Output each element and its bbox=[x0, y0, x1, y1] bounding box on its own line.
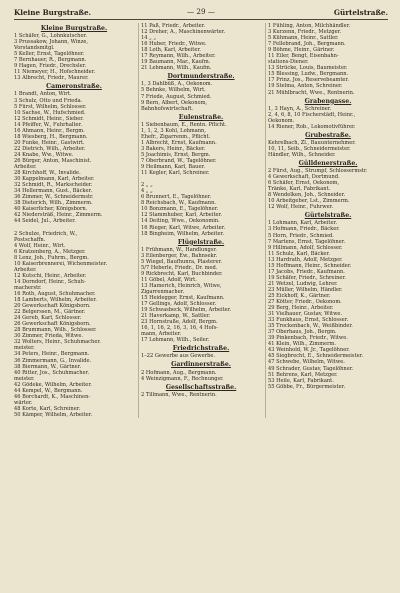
resident-entry: 26 Bürger, Anton, Maschinist. bbox=[14, 157, 92, 164]
resident-entry: 36 Zimmer, W., Schneidermstr. bbox=[14, 194, 94, 201]
resident-entry: Vorstandsmitgl. bbox=[14, 45, 55, 52]
resident-entry: 10, 11, Seib., Schneidermeister. bbox=[268, 145, 351, 152]
resident-entry: 7 Friede, August, Schmied. bbox=[141, 93, 212, 100]
page-header bbox=[14, 6, 388, 20]
resident-entry: 30 Kappelmann, Karl, Arbeiter. bbox=[14, 176, 95, 183]
resident-entry: 1 Schäfer, G., Lohnkutscher. bbox=[14, 33, 87, 40]
resident-entry: 7 Fellebrand, Joh., Bergmann. bbox=[268, 41, 346, 48]
resident-entry: 12 Stammhuber, Karl, Arbeiter. bbox=[141, 212, 223, 219]
resident-entry: 50 Kämper, Wilhelm, Arbeiter. bbox=[14, 411, 93, 418]
resident-entry: 28 Kirchhoff, W., Invalide. bbox=[14, 170, 81, 177]
resident-entry: 8 Lenz, Joh., Fuhrm., Bergm. bbox=[14, 254, 89, 261]
resident-entry: 37 Oberhaus, Joh., Bergm. bbox=[268, 329, 337, 336]
resident-entry: 2 Tillmann, Wwe., Rentnerin. bbox=[141, 391, 217, 398]
resident-entry: 16 Rieger, Karl, Witwe, Arbeiter. bbox=[141, 224, 226, 231]
resident-entry: 23 Hornstraße, Adolf, Bergm. bbox=[141, 319, 218, 326]
resident-entry: Arbeiter. bbox=[14, 266, 37, 273]
resident-entry: 46 Borchardt, K., Maschinen- bbox=[14, 393, 91, 400]
resident-entry: 55 Göbbe, Fr., Bürgermeister. bbox=[268, 383, 346, 390]
resident-entry: 13 Strücke, Louis, Baumeister. bbox=[268, 65, 348, 72]
street-heading: Kleine Burgstraße. bbox=[40, 25, 108, 32]
resident-entry: 5/7 Heberle, Friedr., Dr. med. bbox=[141, 264, 218, 271]
resident-entry: 23 Müller, Wilhelm, Händler. bbox=[268, 286, 343, 293]
resident-entry: 40 Kaiserlicher, Königsborn. bbox=[14, 206, 88, 213]
resident-entry: 14 Riener, Rob., Lokomotivführer. bbox=[268, 123, 356, 130]
resident-entry: 38 Dieterich, Wilh., Zimmerm. bbox=[14, 200, 93, 207]
resident-entry: 6 Kratzenberg, A., Metzger. bbox=[14, 248, 86, 255]
resident-entry: 43 Weinhold, W. Jr., Tagelöhner. bbox=[268, 347, 350, 354]
resident-entry: 12 Kutschi, Heinr., Arbeiter. bbox=[14, 272, 87, 279]
resident-entry: 45 Siegbrecht, E., Schneidermeister. bbox=[268, 353, 364, 360]
resident-entry: 15 Hoffmann, Heinr., Schneider. bbox=[268, 262, 352, 269]
street-heading: Flügelstraße. bbox=[177, 238, 225, 246]
resident-entry: 15 Heidegger, Ernst, Kaufmann. bbox=[141, 295, 225, 302]
resident-entry: 4 Weinzigmann, F., Rechnungsr. bbox=[141, 375, 224, 382]
resident-entry: 27 Kötter, Friedr., Oekonom. bbox=[268, 299, 342, 306]
resident-entry: 3 Bakers, Heinr., Bäcker. bbox=[141, 145, 206, 152]
resident-entry: Ehefr., Zigarrenm., Pflicht. bbox=[141, 133, 211, 140]
resident-entry: 21 Haverkamp, W., Sattler. bbox=[141, 313, 211, 320]
resident-entry: 34 Peters, Heinr., Bergmann. bbox=[14, 351, 90, 358]
resident-entry: 48 Korte, Karl, Schreiner. bbox=[14, 405, 81, 412]
resident-entry: 11 Eiler, Bengt, Eisenbahn- bbox=[268, 53, 339, 60]
resident-entry: 1, 3 Dahlbüß, A., Oekonom. bbox=[141, 81, 213, 88]
resident-entry: 47 Schwebe, Wilhelm, Witwe. bbox=[268, 359, 345, 366]
resident-entry: Arbeiter. bbox=[14, 164, 37, 171]
resident-entry: 31 Vielhauer, Gustav, Witwe. bbox=[268, 311, 343, 318]
resident-entry: 3 Kurzenn, Friedr., Metzger. bbox=[268, 29, 342, 36]
resident-entry: 1 Siebenbaum, E., Rentn. Pflicht. bbox=[141, 121, 227, 128]
resident-entry: 9 Bern, Albert, Oekonom, bbox=[141, 99, 208, 106]
resident-entry: 18 Bingheim, Wilhelm, Arbeiter. bbox=[141, 230, 224, 237]
resident-entry: Bahnhofswirtschaft. bbox=[141, 105, 193, 112]
resident-entry: 10 Arbeitgeber, Lst., Zimmerm. bbox=[268, 198, 350, 205]
resident-entry: 9 Böhme, Heinr., Gärtner. bbox=[268, 47, 335, 54]
resident-entry: 16 Roth, August, Schuhmacher. bbox=[14, 291, 96, 298]
street-heading: Grubestraße. bbox=[305, 131, 351, 139]
resident-entry: 11 Niemeyer, H., Hofschneider. bbox=[14, 69, 96, 76]
resident-entry: 16 Huber, Friedr., Witwe. bbox=[141, 41, 207, 48]
resident-entry: 33 Funkhaus, Ernst, Schlosser. bbox=[268, 317, 349, 324]
resident-entry: 20 Funke, Heinr., Gastwirt. bbox=[14, 139, 85, 146]
header-right-street: Gürtelstraße. bbox=[333, 8, 388, 17]
resident-entry: 5 Behnke, Wilhelm, Wirt. bbox=[141, 87, 206, 94]
resident-entry: 20 Gewerkschaft Königsborn. bbox=[14, 303, 91, 310]
resident-entry: 18 Loth, Karl, Arbeiter. bbox=[141, 47, 201, 54]
street-heading: Eulenstraße. bbox=[178, 113, 224, 121]
resident-entry: 2 „ „ bbox=[141, 182, 153, 189]
resident-entry: Händler, Wilh., Schneider. bbox=[268, 151, 336, 158]
resident-entry: 26 Gewerkschaft Königsborn. bbox=[14, 321, 91, 328]
street-heading: Gülldenerstraße. bbox=[298, 159, 358, 167]
resident-entry: 1, 3 Hayn, A., Schreiner. bbox=[268, 105, 332, 112]
resident-entry: 41 Klein, Wilh., Zimmerm. bbox=[268, 341, 336, 348]
resident-entry: 5 Horn, Friedr., Schmied. bbox=[268, 232, 334, 239]
resident-entry: 24 Knabe, Ww., Witwe. bbox=[14, 151, 74, 158]
street-heading: Gesellschaftsstraße. bbox=[165, 383, 237, 391]
resident-entry: 3 Prussakow, Johann, Winze, bbox=[14, 39, 89, 46]
resident-entry: 30 Zimmer, Frieda, Witwe. bbox=[14, 333, 84, 340]
directory-columns bbox=[14, 23, 388, 418]
resident-entry: 21 Wetzel, Ludwig, Lehrer. bbox=[268, 280, 338, 287]
resident-entry: 13 Hamerich, Heinrich, Witwe, bbox=[141, 282, 222, 289]
resident-entry: 11 Göbel, Adolf, Wirt. bbox=[141, 276, 197, 283]
resident-entry: 32 Schmidt, R., Markscheider. bbox=[14, 182, 93, 189]
street-heading: Friedrichstraße. bbox=[172, 345, 230, 353]
resident-entry: 6 Brunnert, E., Tagelöhner. bbox=[141, 194, 212, 201]
resident-entry: 17 Lohmann, Wilh., Seiler. bbox=[141, 337, 210, 344]
resident-entry: 1 Lohmann, Karl, Arbeiter. bbox=[268, 220, 337, 227]
resident-entry: 10 Sachse, W., Hufschmied. bbox=[14, 109, 86, 116]
resident-entry: 18 Wiesberg, H., Bergmann. bbox=[14, 133, 88, 140]
street-heading: Grabengasse. bbox=[304, 97, 352, 105]
resident-entry: 17 Gellings, Adolf, Schlosser. bbox=[141, 301, 217, 308]
resident-entry: 28 Brummann, Wilh., Schlosser. bbox=[14, 327, 97, 334]
directory-column bbox=[265, 23, 388, 418]
resident-entry: 1 Fühling, Anton, Milchhändler. bbox=[268, 23, 351, 29]
resident-entry: 2 Fürst, Aug., Strumpf, Schlossermstr. bbox=[268, 168, 368, 175]
resident-entry: 25 Eickhoff, K., Gärtner. bbox=[268, 292, 331, 299]
resident-entry: 16, 1, 16, 2, 16, 3, 16, 4 Hofs- bbox=[141, 325, 218, 332]
resident-entry: 53 Heile, Karl, Fabrikant. bbox=[268, 377, 334, 384]
resident-entry: 10 Bonzmann, E., Tagelöhner. bbox=[141, 206, 219, 213]
resident-entry: 6 Schäfer, Ernst, Oekonom, bbox=[268, 180, 340, 187]
page-number: — 29 — bbox=[186, 7, 216, 16]
resident-entry: 34 Hellermann, Gust., Bäcker. bbox=[14, 188, 93, 195]
resident-entry: 2 Hofmann, Aug., Bergmann. bbox=[141, 369, 217, 376]
resident-entry: 13 Hardrath, Adolf, Metzger. bbox=[268, 256, 343, 263]
street-heading: Gürtelstraße. bbox=[304, 212, 352, 220]
resident-entry: 3 Schulz, Otto und Frieda. bbox=[14, 97, 83, 104]
resident-entry: 42 Niedersträß, Heinr., Zimmerm. bbox=[14, 212, 103, 219]
resident-entry: 8 Wendelken, Joh., Schneider. bbox=[268, 192, 346, 199]
resident-entry: 9 Heilmann, Karl, Bauer. bbox=[141, 164, 205, 171]
resident-entry: 14 „ „ bbox=[141, 35, 156, 42]
resident-entry: 18 Lamberts, Wilhelm, Arbeiter. bbox=[14, 297, 97, 304]
resident-entry: 24 Gereb, Karl, Schlosser. bbox=[14, 315, 82, 322]
resident-entry: meister. bbox=[14, 345, 35, 352]
resident-entry: 2 Schulze, Friedrich, W., bbox=[14, 230, 78, 237]
resident-entry: 35 Trockenbach, W., Weißbinder. bbox=[268, 323, 353, 330]
resident-entry: 19 Schwasbeck, Wilhelm, Arbeiter. bbox=[141, 307, 232, 314]
resident-entry: 12 Wolf, Heinr., Fuhrwer. bbox=[268, 204, 334, 211]
resident-entry: 7 Martens, Ernst, Tagelöhner. bbox=[268, 238, 346, 245]
resident-entry: 36 Zimmermann, G., Invalide. bbox=[14, 357, 92, 364]
resident-entry: 1 Albrecht, Ernst, Kaufmann. bbox=[141, 139, 217, 146]
resident-entry: Zigarrenmacher. bbox=[141, 288, 185, 295]
resident-entry: 13 Albrecht, Friedr., Maurer. bbox=[14, 75, 89, 82]
resident-entry: 17 Reymann, Wilh., Arbeiter. bbox=[141, 53, 216, 60]
resident-entry: 5 Kühmann, Heinr., Sattler. bbox=[268, 35, 339, 42]
resident-entry: 7 Oberbrand, W., Tagelöhner. bbox=[141, 157, 217, 164]
resident-entry: 11 Paß, Friedr., Arbeiter. bbox=[141, 23, 206, 29]
resident-entry: 49 Schrader, Gustav, Tagelöhner. bbox=[268, 365, 354, 372]
resident-entry: 5 Wiegel, Baufhunra, Plasterer. bbox=[141, 258, 223, 265]
street-heading: Cameronstraße. bbox=[46, 83, 102, 91]
resident-entry: 5 Fürst, Wilhelm, Schlosser. bbox=[14, 103, 87, 110]
resident-entry: 10 Kaiserbrennerei, Wichenmeister. bbox=[14, 260, 108, 267]
resident-entry: 42 Gödeke, Wilhelm, Arbeiter. bbox=[14, 381, 92, 388]
resident-entry: 9 Rickbrecht, Karl, Buchbinder. bbox=[141, 270, 223, 277]
resident-entry: meister. bbox=[14, 375, 35, 382]
header-left-street: Kleine Burgstraße. bbox=[14, 8, 92, 17]
resident-entry: 7 Bernhauer, R., Bergmann. bbox=[14, 57, 87, 64]
resident-entry: 2, 4, 6, 8, 10 Fischerstädt, Heinr., bbox=[268, 111, 356, 118]
resident-entry: 1, 1, 2, 3 Kohl, Lohmann, bbox=[141, 127, 206, 134]
resident-entry: 1–22 Gewerbe aus Gewerbe. bbox=[141, 353, 216, 360]
resident-entry: Oekonom. bbox=[268, 117, 295, 124]
resident-entry: 40 Ritter, Jos., Schuhmacher. bbox=[14, 369, 90, 376]
resident-entry: 38 Biermann, W., Gärtner. bbox=[14, 363, 82, 370]
resident-entry: 17 Prinz, Jos., Reservebeamter. bbox=[268, 77, 349, 84]
resident-entry: 5 Joachimis, Ernst, Bergm. bbox=[141, 151, 211, 158]
resident-entry: 29 Berg, Heinr., Arbeiter. bbox=[268, 305, 334, 312]
resident-entry: Postschaffn. bbox=[14, 236, 46, 243]
resident-entry: 3 Hofmann, Friedr., Bäcker. bbox=[268, 226, 340, 233]
resident-entry: 51 Behrens, Karl, Metzger. bbox=[268, 371, 338, 378]
resident-entry: 19 Stelma, Anton, Schreiner. bbox=[268, 83, 343, 90]
resident-entry: 32 Wolters, Heinr., Schuhmacher. bbox=[14, 339, 101, 346]
resident-entry: 21 Mühlbracht, Wwe., Rentnerin. bbox=[268, 89, 355, 96]
resident-entry: 9 Hillmann, Adolf, Schlosser. bbox=[268, 244, 343, 251]
resident-entry: 21 Lehmann, Wilh., Kaufm. bbox=[141, 65, 212, 72]
resident-entry: 19 Baumann, Mar., Kaufm. bbox=[141, 59, 211, 66]
directory-column bbox=[14, 23, 134, 418]
resident-entry: 9 Hagen, Friedr., Drechsler. bbox=[14, 63, 87, 70]
resident-entry: 14 Deiting, Wwe., Oekonomin. bbox=[141, 218, 220, 225]
resident-entry: 44 Seidel, Jul., Arbeiter. bbox=[14, 218, 76, 225]
resident-entry: Kehrelbach, Zl., Bauunternehmer. bbox=[268, 139, 356, 146]
resident-entry: macherstr. bbox=[14, 284, 42, 291]
resident-entry: 14 Dorndorf, Heinr., Schuh- bbox=[14, 278, 86, 285]
resident-entry: 15 Blessing, Ludw., Bergmann. bbox=[268, 71, 349, 78]
street-heading: Dortmunderstraße. bbox=[167, 73, 235, 81]
resident-entry: 11 Kegler, Karl, Schreiner. bbox=[141, 170, 210, 177]
resident-entry: 4 „ „ bbox=[141, 188, 153, 195]
directory-column bbox=[138, 23, 261, 418]
resident-entry: 8 Reichsbach, W., Kaufmann. bbox=[141, 200, 217, 207]
resident-entry: 44 Kempel, W., Bergmann. bbox=[14, 387, 83, 394]
resident-entry: stations-Diener. bbox=[268, 59, 309, 66]
resident-entry: 39 Pinkenbach, Friedr., Witwe. bbox=[268, 335, 348, 342]
resident-entry: 5 Keller, Ernst, Tagelöhner. bbox=[14, 51, 85, 58]
resident-entry: 1 Frühmann, W., Handlungsr. bbox=[141, 246, 217, 253]
resident-entry: 14 Pfeiffer, W., Fuhrhalter. bbox=[14, 121, 83, 128]
resident-entry: 22 Belgerssen, M., Gärtner. bbox=[14, 309, 86, 316]
resident-entry: wärter. bbox=[14, 399, 33, 406]
resident-entry: 4 Gewerkschaft, Dortmund. bbox=[268, 174, 340, 181]
resident-entry: 16 Ahmann, Heinr., Bergm. bbox=[14, 127, 85, 134]
resident-entry: 12 Schmidt, Heinr., Sieber. bbox=[14, 115, 84, 122]
resident-entry: Tränke, Karl, Fabrikant. bbox=[268, 186, 331, 193]
resident-entry: 19 Schäfer, Friedr., Schreiner. bbox=[268, 274, 346, 281]
street-heading: Gardinnerstraße. bbox=[171, 361, 231, 369]
resident-entry: 22 Dietrich, Wilh., Arbeiter. bbox=[14, 145, 86, 152]
resident-entry: 17 Jacobs, Friedr., Kaufmann. bbox=[268, 268, 345, 275]
resident-entry: 12 Dreher, A., Maschinenwärter. bbox=[141, 29, 226, 36]
resident-entry: mann, Arbeiter. bbox=[141, 331, 182, 338]
resident-entry: 3 Eilenberger, Ew., Bahnsekr. bbox=[141, 252, 218, 259]
resident-entry: 4 Wolf, Heinr., Wirt. bbox=[14, 242, 66, 249]
resident-entry: 1 Brandt, Anton, Wirt. bbox=[14, 91, 72, 98]
resident-entry: 11 Schulz, Karl, Bäcker. bbox=[268, 250, 330, 257]
